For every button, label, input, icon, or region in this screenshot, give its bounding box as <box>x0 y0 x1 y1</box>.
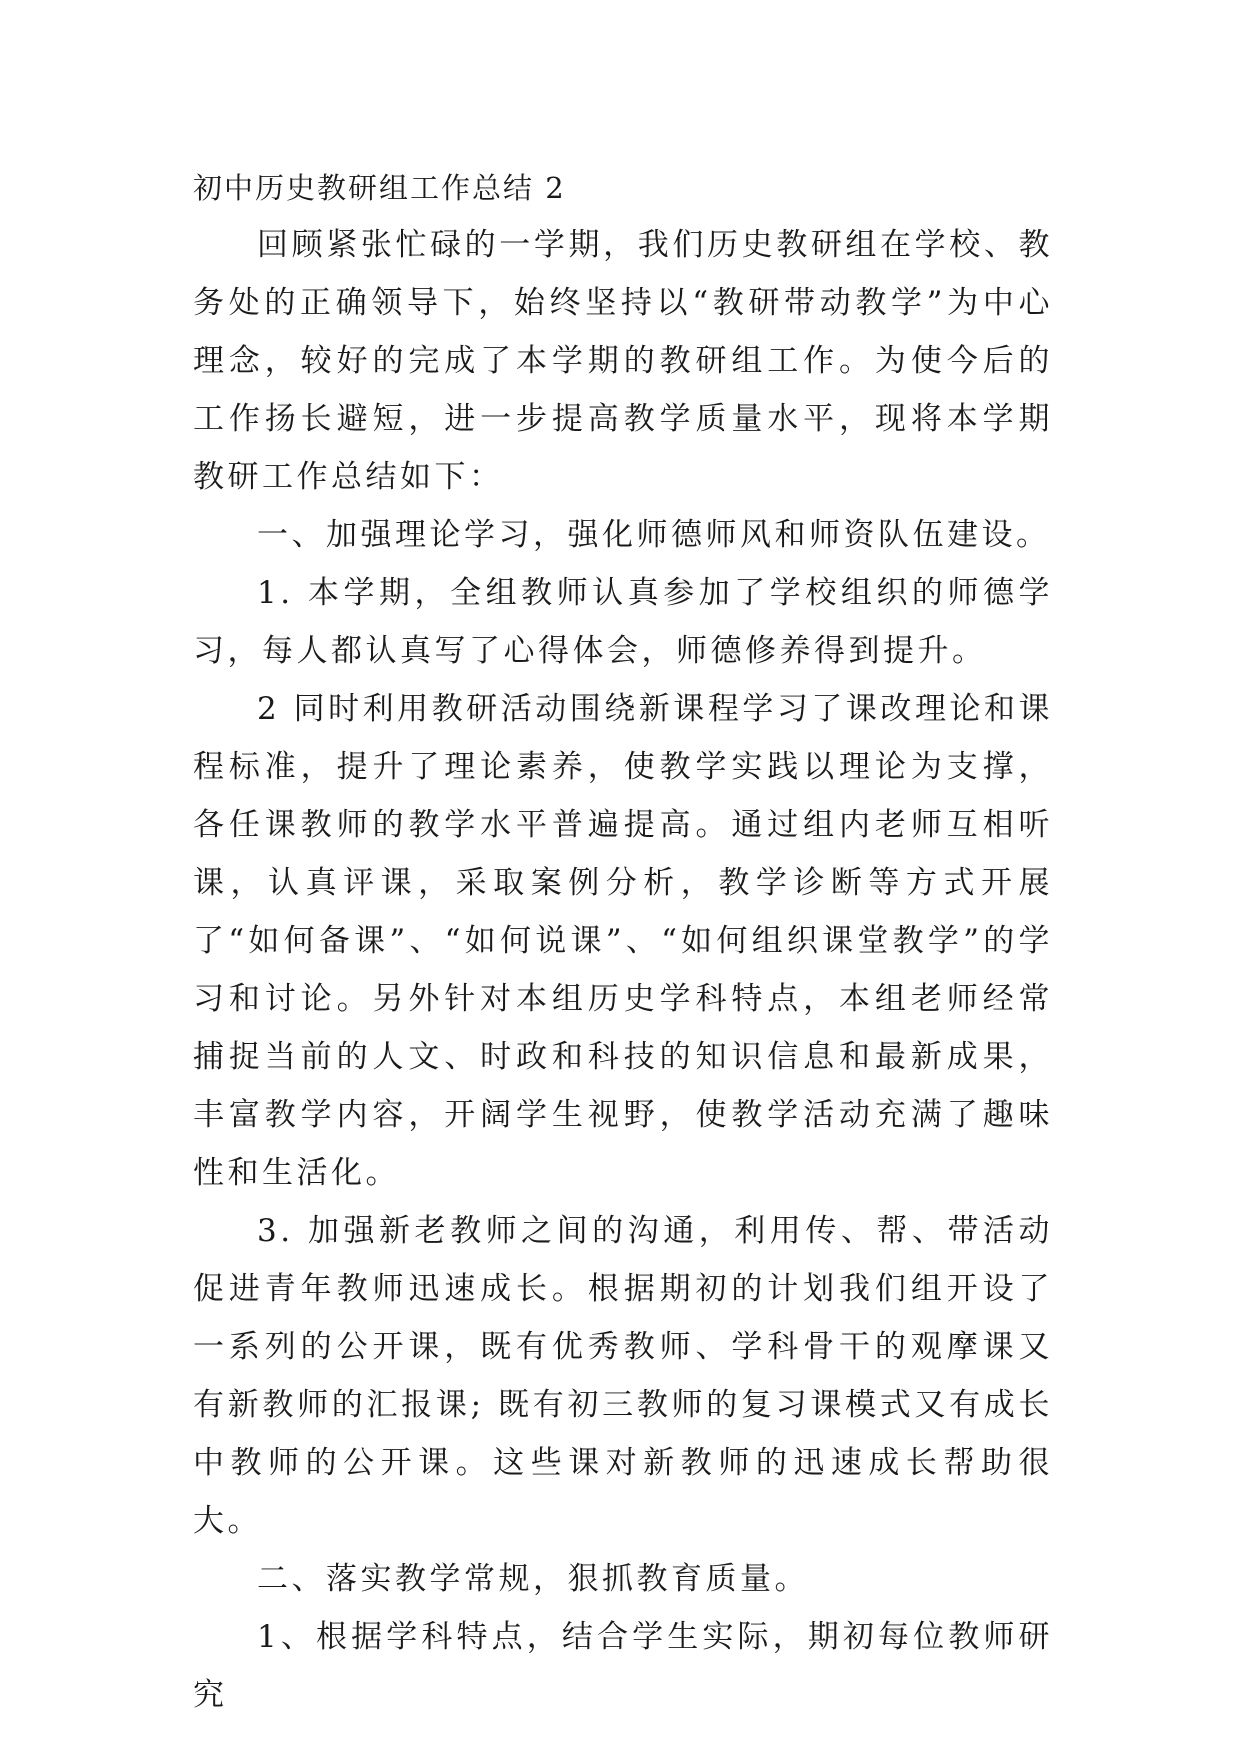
section-heading-1: 一、加强理论学习，强化师德师风和师资队伍建设。 <box>257 517 1051 553</box>
document-title: 初中历史教研组工作总结 2 <box>193 171 566 205</box>
paragraph-intro: 回顾紧张忙碌的一学期，我们历史教研组在学校、教务处的正确领导下，始终坚持以“教研带动教学”为中心理念，较好的完成了本学期的教研组工作。为使今后的工作扬长避短，进一步提高教学质量水平，现将本学期教研工作总结如下： <box>193 227 1053 495</box>
document-body <box>193 160 1053 1724</box>
paragraph-1-2: 2 同时利用教研活动围绕新课程学习了课改理论和课程标准，提升了理论素养，使教学实践以理论为支撑，各任课教师的教学水平普遍提高。通过组内老师互相听课，认真评课，采取案例分析，教学诊断等方式开展了“如何备课”、“如何说课”、“如何组织课堂教学”的学习和讨论。另外针对本组历史学科特点，本组老师经常捕捉当前的人文、时政和科技的知识信息和最新成果，丰富教学内容，开阔学生视野，使教学活动充满了趣味性和生活化。 <box>193 691 1053 1191</box>
paragraph-1-1: 1. 本学期，全组教师认真参加了学校组织的师德学习，每人都认真写了心得体会，师德修养得到提升。 <box>193 575 1053 669</box>
section-heading-2: 二、落实教学常规，狠抓教育质量。 <box>257 1561 809 1597</box>
paragraph-2-1: 1、根据学科特点，结合学生实际，期初每位教师研究 <box>193 1619 1053 1713</box>
paragraph-1-3: 3. 加强新老教师之间的沟通，利用传、帮、带活动促进青年教师迅速成长。根据期初的计划我们组开设了一系列的公开课，既有优秀教师、学科骨干的观摩课又有新教师的汇报课; 既有初三教师的复习课模式又有成长中教师的公开课。这些课对新教师的迅速成长帮助很大。 <box>193 1213 1053 1539</box>
